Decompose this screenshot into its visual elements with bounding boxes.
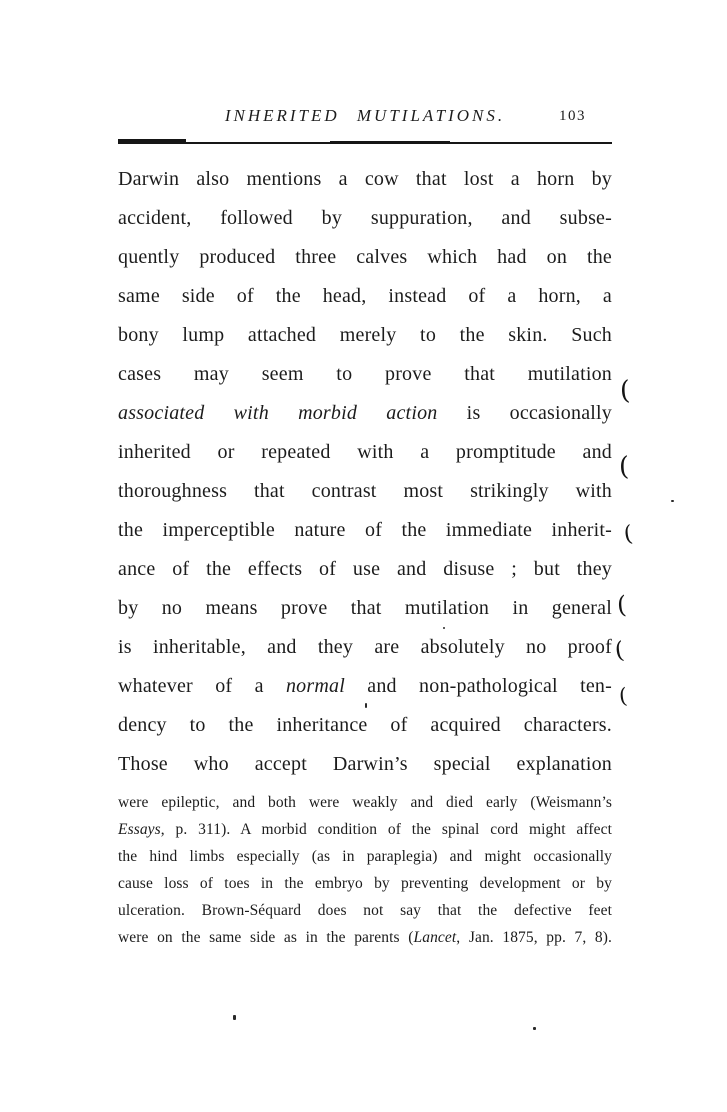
text-segment: accident, followed by suppuration, and subse- (118, 207, 612, 229)
text-segment: bony lump attached merely to the skin. Such (118, 324, 612, 346)
page-number: 103 (559, 108, 586, 124)
text-segment: cause loss of toes in the embryo by preventing development or by (118, 875, 612, 892)
text-segment: ulceration. Brown-Séquard does not say that the defective feet (118, 902, 612, 919)
text-line (118, 199, 612, 238)
text-line (118, 394, 612, 433)
text-line (118, 355, 612, 394)
text-line (118, 277, 612, 316)
text-segment: by no means prove that mutilation in general (118, 597, 612, 619)
margin-pen-mark: ( (616, 590, 628, 620)
text-line (118, 924, 612, 951)
page-title: INHERITED MUTILATIONS. (224, 106, 506, 125)
text-line (118, 511, 612, 550)
body-text (118, 160, 612, 784)
text-segment: Those who accept Darwin’s special explanation (118, 753, 612, 775)
italic-text-segment: Essays (118, 821, 161, 838)
text-segment: were on the same side as in the parents ( (118, 929, 414, 946)
text-line (118, 745, 612, 784)
text-segment: , Jan. 1875, pp. 7, 8). (456, 929, 613, 946)
margin-pen-mark: ( (618, 451, 630, 483)
text-segment: inherited or repeated with a promptitude and (118, 441, 612, 463)
text-line (118, 160, 612, 199)
text-line (118, 789, 612, 816)
text-line (118, 870, 612, 897)
text-segment: were epileptic, and both were weakly and died early (Weismann’s (118, 794, 612, 811)
header-rule (118, 142, 612, 144)
scan-speck (233, 1015, 236, 1020)
text-segment: , p. 311). A morbid condition of the spinal cord might affect (160, 821, 612, 838)
margin-pen-mark: ( (619, 375, 631, 407)
text-segment: quently produced three calves which had on the (118, 246, 612, 268)
margin-pen-mark: ( (617, 683, 629, 709)
text-line (118, 706, 612, 745)
text-segment: the imperceptible nature of the immediate inherit- (118, 519, 612, 541)
text-segment: Darwin also mentions a cow that lost a horn by (118, 168, 612, 190)
text-segment: is occasionally (437, 402, 612, 424)
text-segment: the hind limbs especially (as in paraplegia) and might occasionally (118, 848, 612, 865)
footnote (118, 789, 612, 951)
scan-speck (365, 703, 367, 708)
text-line (118, 628, 612, 667)
margin-pen-mark: ( (622, 521, 635, 548)
text-segment: is inheritable, and they are absolutely no proof (118, 636, 612, 658)
scan-speck (671, 500, 674, 502)
text-segment: thoroughness that contrast most strikingly with (118, 480, 612, 502)
text-segment: whatever of a (118, 675, 286, 697)
text-line (118, 843, 612, 870)
text-segment: cases may seem to prove that mutilation (118, 363, 612, 385)
text-segment: and non-pathological ten- (344, 675, 612, 697)
text-line (118, 667, 612, 706)
text-line (118, 472, 612, 511)
text-line (118, 816, 612, 843)
text-line (118, 550, 612, 589)
italic-text-segment: Lancet (413, 929, 457, 946)
text-line (118, 238, 612, 277)
text-segment: dency to the inheritance of acquired characters. (118, 714, 612, 736)
margin-pen-mark: ( (613, 637, 626, 665)
text-line (118, 316, 612, 355)
scan-speck (533, 1027, 536, 1030)
text-line (118, 897, 612, 924)
text-segment: same side of the head, instead of a horn, a (118, 285, 612, 307)
text-segment: ance of the effects of use and disuse ; but they (118, 558, 612, 580)
text-line (118, 433, 612, 472)
italic-text-segment: associated with morbid action (118, 402, 438, 424)
italic-text-segment: normal (285, 675, 345, 697)
running-head (118, 106, 612, 130)
scan-speck (443, 627, 445, 629)
text-line (118, 589, 612, 628)
